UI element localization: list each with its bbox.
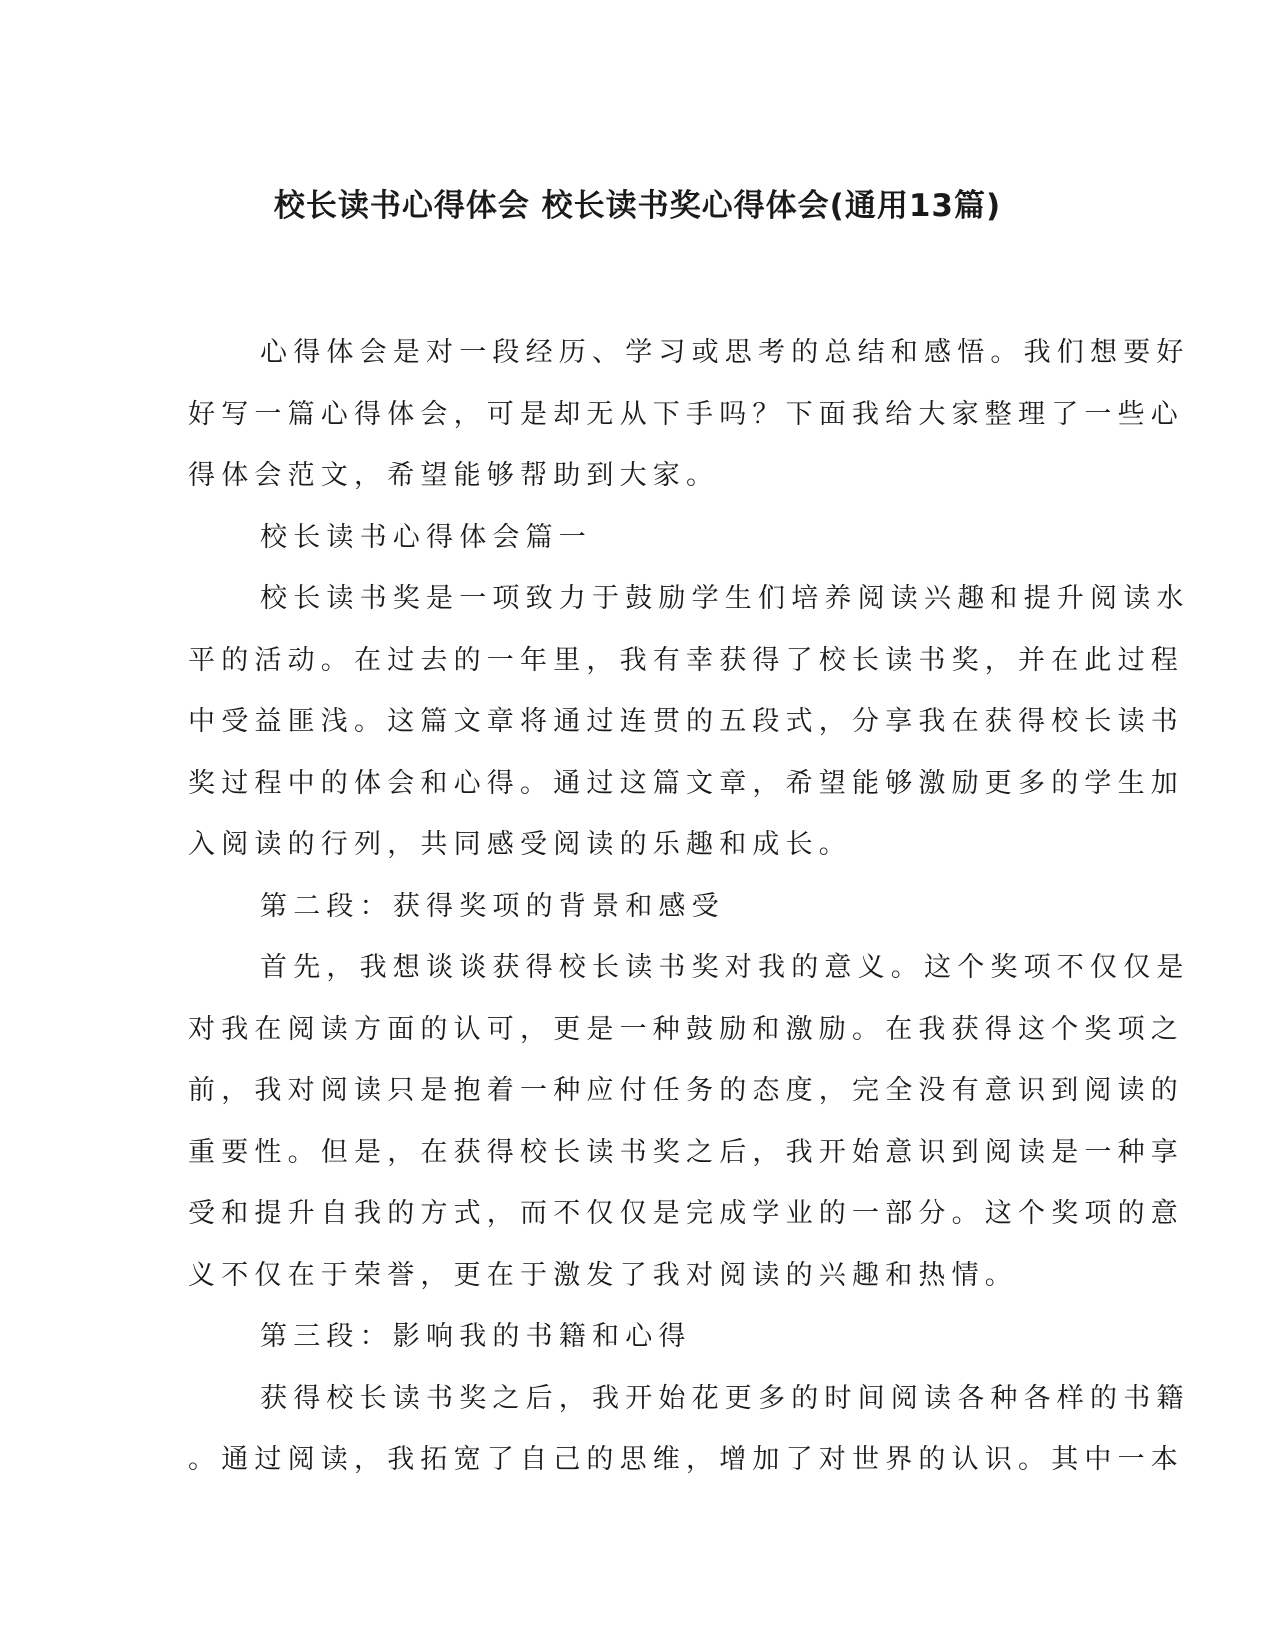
text-line: 获得校长读书奖之后，我开始花更多的时间阅读各种各样的书籍	[260, 1382, 1190, 1414]
document-title: 校长读书心得体会 校长读书奖心得体会(通用13篇)	[273, 188, 1002, 224]
text-line: 中受益匪浅。这篇文章将通过连贯的五段式，分享我在获得校长读书	[188, 706, 1184, 737]
document-body	[188, 322, 1190, 1491]
text-line: 校长读书奖是一项致力于鼓励学生们培养阅读兴趣和提升阅读水	[260, 583, 1190, 614]
text-line: 。通过阅读，我拓宽了自己的思维，增加了对世界的认识。其中一本	[188, 1444, 1184, 1475]
text-line: 得体会范文，希望能够帮助到大家。	[188, 460, 720, 491]
text-line: 第三段：影响我的书籍和心得	[260, 1321, 692, 1352]
text-line: 心得体会是对一段经历、学习或思考的总结和感悟。我们想要好	[260, 337, 1190, 368]
text-line: 对我在阅读方面的认可，更是一种鼓励和激励。在我获得这个奖项之	[188, 1013, 1184, 1045]
text-line: 受和提升自我的方式，而不仅仅是完成学业的一部分。这个奖项的意	[188, 1198, 1184, 1229]
text-line: 重要性。但是，在获得校长读书奖之后，我开始意识到阅读是一种享	[188, 1136, 1184, 1168]
text-line: 校长读书心得体会篇一	[260, 521, 592, 553]
text-line: 首先，我想谈谈获得校长读书奖对我的意义。这个奖项不仅仅是	[260, 952, 1190, 983]
text-line: 奖过程中的体会和心得。通过这篇文章，希望能够激励更多的学生加	[188, 767, 1184, 799]
text-line: 入阅读的行列，共同感受阅读的乐趣和成长。	[188, 829, 852, 860]
text-line: 前，我对阅读只是抱着一种应付任务的态度，完全没有意识到阅读的	[188, 1075, 1184, 1106]
text-line: 好写一篇心得体会，可是却无从下手吗？下面我给大家整理了一些心	[188, 398, 1184, 430]
text-line: 义不仅在于荣誉，更在于激发了我对阅读的兴趣和热情。	[188, 1259, 1018, 1291]
text-line: 第二段：获得奖项的背景和感受	[260, 890, 725, 922]
text-line: 平的活动。在过去的一年里，我有幸获得了校长读书奖，并在此过程	[188, 644, 1184, 676]
